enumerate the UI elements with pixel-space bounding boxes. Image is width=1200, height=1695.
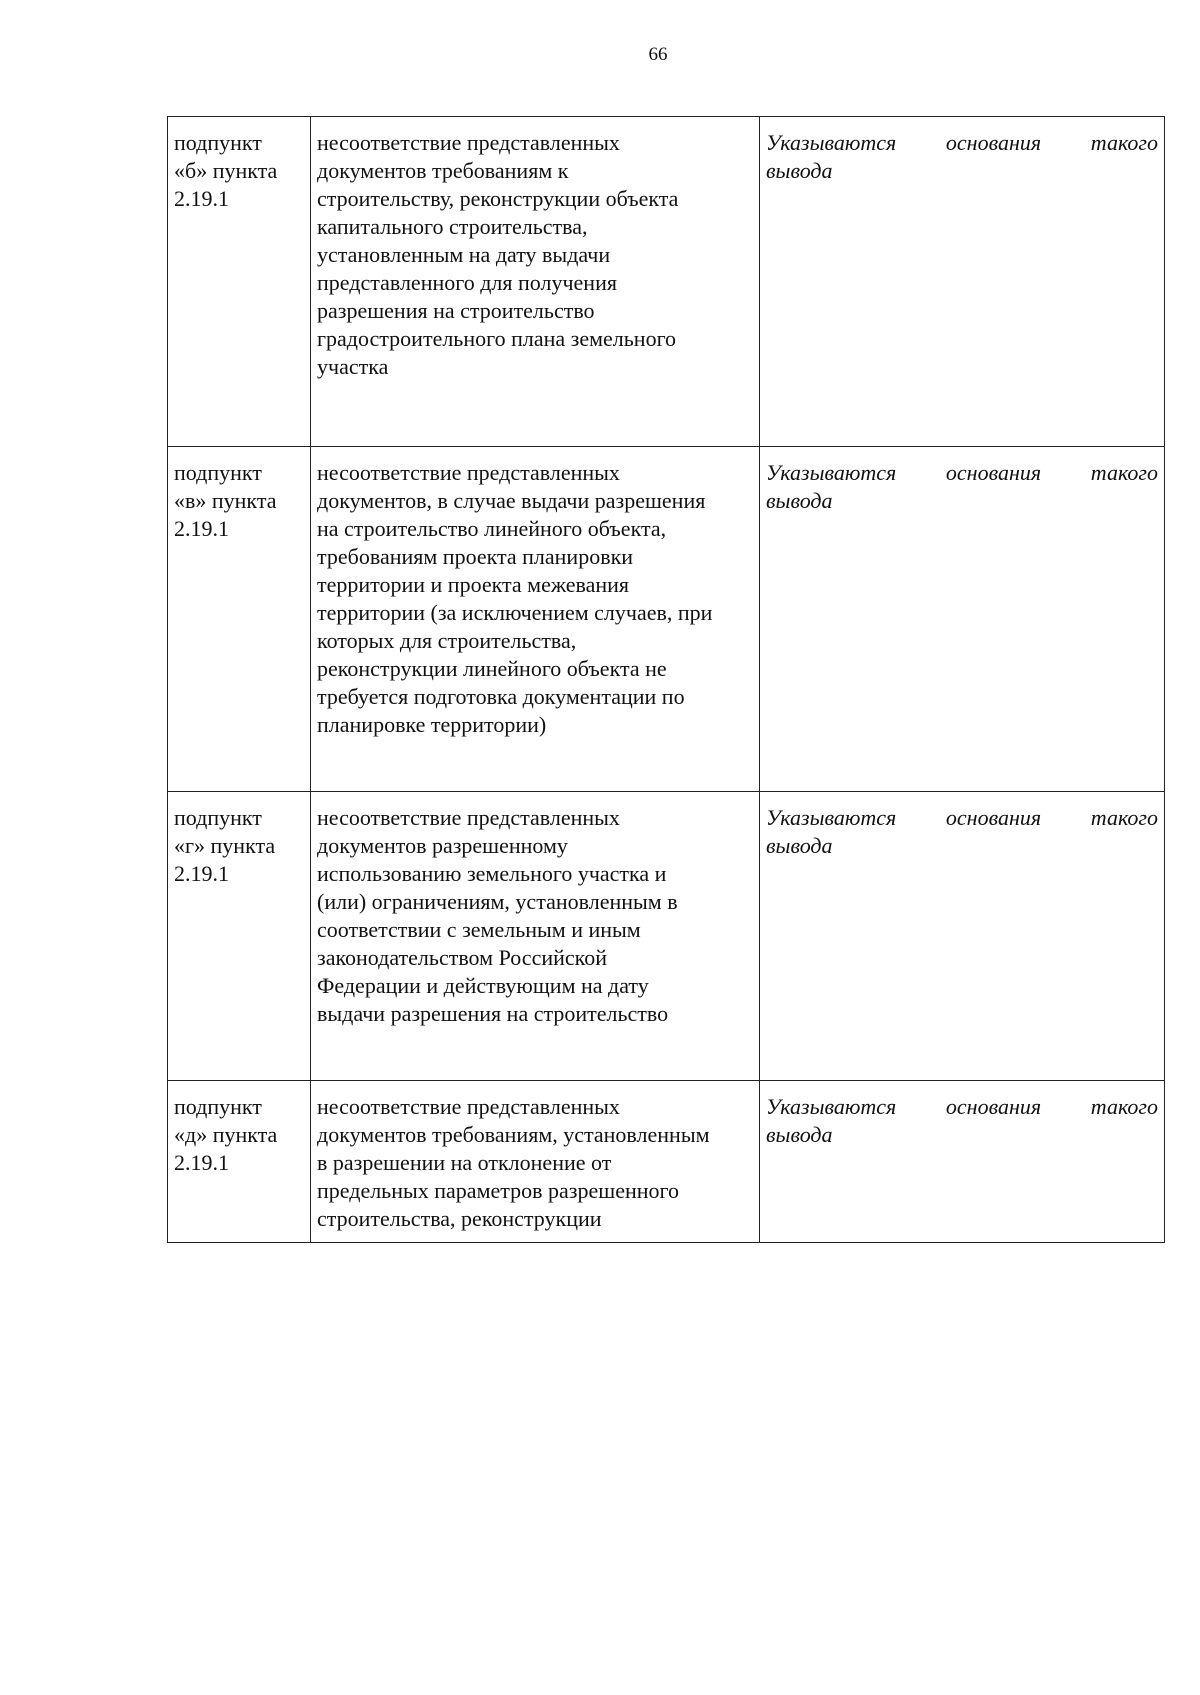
table-row [168, 792, 1165, 1081]
refusal-ground-description: несоответствие представленных документов разрешенному использованию земельного участка и (или) ограничениям, установленным в соответствии с земельным и иным законодательством Российской Федерации и действующим на дату выдачи разрешения на строительство [311, 792, 760, 1081]
note-word: такого [1090, 130, 1158, 155]
note-word: Указываются [766, 805, 897, 830]
note-cell [760, 117, 1165, 447]
note-word: такого [1090, 460, 1158, 485]
note-word: Указываются [766, 460, 897, 485]
refusal-ground-description: несоответствие представленных документов требованиям, установленным в разрешении на отклонение от предельных параметров разрешенного строительства, реконструкции [311, 1081, 760, 1243]
note-cell [760, 792, 1165, 1081]
clause-reference: подпункт «б» пункта 2.19.1 [168, 117, 311, 447]
note-word: вывода [766, 158, 833, 183]
note-word: вывода [766, 833, 833, 858]
note-word: основания [945, 805, 1042, 830]
table-row [168, 447, 1165, 792]
note-word: такого [1090, 1094, 1158, 1119]
note-word: такого [1090, 805, 1158, 830]
clause-reference: подпункт «в» пункта 2.19.1 [168, 447, 311, 792]
note-word: основания [945, 130, 1042, 155]
note-word: основания [945, 1094, 1042, 1119]
page-number: 66 [648, 44, 668, 65]
note-cell [760, 447, 1165, 792]
grounds-table [167, 116, 1165, 1243]
note-word: вывода [766, 488, 833, 513]
note-word: Указываются [766, 1094, 897, 1119]
note-word: Указываются [766, 130, 897, 155]
note-word: основания [945, 460, 1042, 485]
note-word: вывода [766, 1122, 833, 1147]
table-row [168, 1081, 1165, 1243]
clause-reference: подпункт «д» пункта 2.19.1 [168, 1081, 311, 1243]
refusal-ground-description: несоответствие представленных документов, в случае выдачи разрешения на строительство линейного объекта, требованиям проекта планировки территории и проекта межевания территории (за исключением случаев, при которых для строительства, реконструкции линейного объекта не требуется подготовка документации по планировке территории) [311, 447, 760, 792]
clause-reference: подпункт «г» пункта 2.19.1 [168, 792, 311, 1081]
refusal-ground-description: несоответствие представленных документов требованиям к строительству, реконструкции объекта капитального строительства, установленным на дату выдачи представленного для получения разрешения на строительство градостроительного плана земельного участка [311, 117, 760, 447]
table-row [168, 117, 1165, 447]
note-cell [760, 1081, 1165, 1243]
